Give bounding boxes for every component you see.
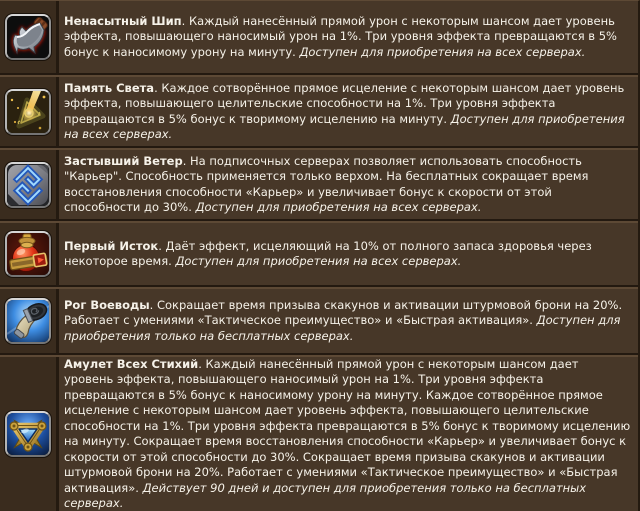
item-description — [64, 154, 631, 216]
first-source-icon — [5, 231, 51, 277]
item-description — [64, 81, 631, 143]
item-title: Первый Исток — [64, 238, 159, 253]
item-row-warlord-horn — [0, 289, 638, 353]
icon-cell — [0, 289, 59, 353]
item-row-frozen-wind — [0, 150, 638, 219]
item-body: . Каждый нанесённый прямой урон с некоторым шансом дает уровень эффекта, повышающего наносимый урон на 1%. Три уровня эффекта превращаются в 5% бонус к наносимому урону на минуту. Каждое сотворённое прямое исцеление с некоторым шансом дает уровень эффекта, повышающего целительские способности на 1%. Три уровня эффекта превращаются в 5% бонус к творимому исцелению на минуту. Сокращает время восстановления способности «Карьер» и увеличивает бонус к скорости от этой способности до 30%. Сокращает время призыва скакунов и активации штурмовой брони на 20%. Работает с умениями «Тактическое преимущество» и «Быстрая активация». — [64, 357, 631, 495]
item-description — [64, 298, 631, 345]
frozen-wind-icon — [5, 162, 51, 208]
item-body: . Даёт эффект, исцеляющий на 10% от полного запаса здоровья через некоторое время. — [64, 238, 592, 268]
item-body: . Каждое сотворённое прямое исцеление с некоторым шансом дает уровень эффекта, повышающего целительские способности на 1%. Три уровня эффекта превращаются в 5% бонус к творимому исцелению на минуту. — [64, 80, 625, 126]
icon-cell — [0, 1, 59, 73]
item-availability: Действует 90 дней и доступен для приобретения только на бесплатных серверах. — [64, 480, 587, 510]
item-title: Амулет Всех Стихий — [64, 357, 199, 371]
spike-icon — [5, 14, 51, 60]
item-title: Застывший Ветер — [64, 153, 183, 168]
item-body: . Сокращает время призыва скакунов и активации штурмовой брони на 20%. Работает с умениями «Тактическое преимущество» и «Быстрая активация». — [64, 297, 623, 328]
warlord-horn-icon — [5, 298, 51, 344]
item-row-first-source — [0, 223, 638, 285]
item-row-light-memory — [0, 77, 638, 146]
item-availability: Доступен для приобретения на всех серверах. — [175, 254, 462, 268]
all-elements-amulet-icon — [5, 411, 51, 457]
item-body: . На подписочных серверах позволяет использовать способность "Карьер". Способность применяется только верхом. На бесплатных сокращает время восстановления способности «Карьер» и увеличивает бонус к скорости от этой способности до 30%. — [64, 153, 589, 214]
item-row-all-elements-amulet — [0, 357, 638, 511]
item-description-cell — [59, 223, 638, 285]
item-description-cell — [59, 357, 638, 511]
icon-cell — [0, 223, 59, 285]
item-body: . Каждый нанесённый прямой урон с некоторым шансом дает уровень эффекта, повышающего наносимый урон на 1%. Три уровня эффекта превращаются в 5% бонус к наносимому урону на минуту. — [64, 13, 617, 59]
icon-cell — [0, 357, 59, 511]
item-availability: Доступен для приобретения на всех серверах. — [195, 200, 482, 214]
item-title: Ненасытный Шип — [64, 13, 182, 28]
icon-cell — [0, 77, 59, 146]
item-description-cell — [59, 289, 638, 353]
light-memory-icon — [5, 89, 51, 135]
item-row-insatiable-spike — [0, 1, 638, 73]
item-description-cell — [59, 1, 638, 73]
icon-cell — [0, 150, 59, 219]
item-description-cell — [59, 77, 638, 146]
item-availability: Доступен для приобретения на всех серверах. — [299, 44, 586, 59]
item-title: Память Света — [64, 80, 155, 95]
item-description — [64, 239, 631, 270]
item-description — [64, 357, 631, 511]
item-availability: Доступен для приобретения только на бесплатных серверах. — [64, 313, 621, 343]
item-description-cell — [59, 150, 638, 219]
item-title: Рог Воеводы — [64, 297, 150, 312]
item-availability: Доступен для приобретения на всех серверах. — [64, 111, 625, 141]
item-description — [64, 14, 631, 61]
